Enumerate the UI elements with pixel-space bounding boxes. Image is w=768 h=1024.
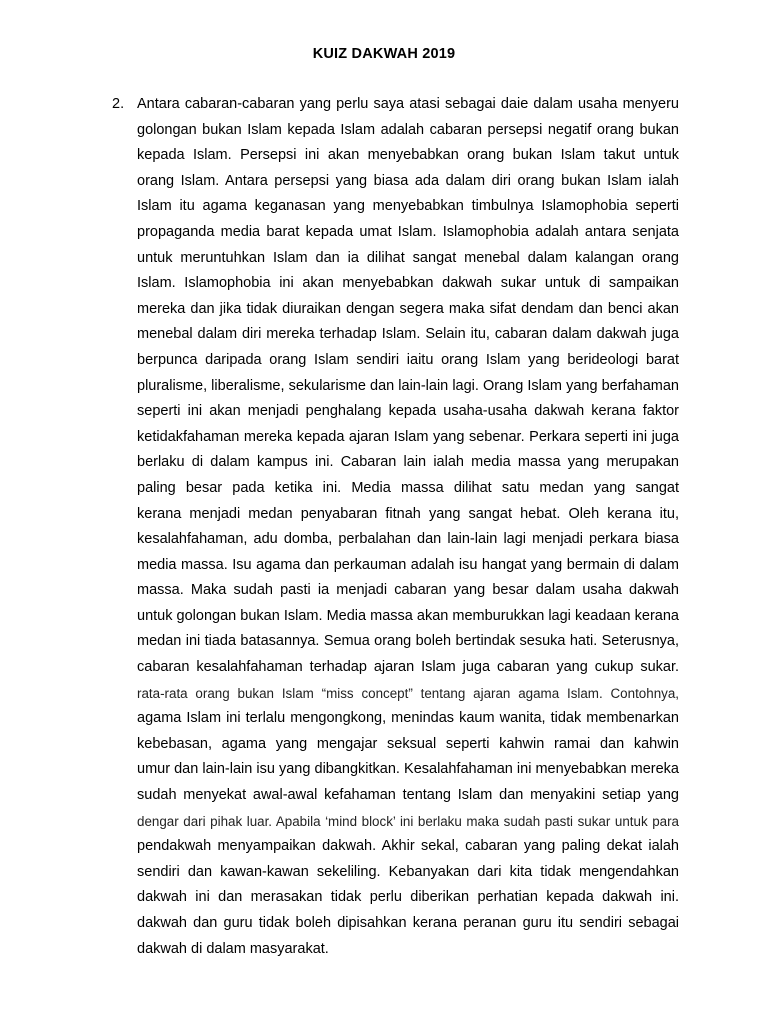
paragraph-line: dakwah di dalam masyarakat. (137, 940, 329, 957)
paragraph-line: pluralisme, liberalisme, sekularisme dan lain-lain lagi. Orang Islam yang berfahaman (137, 377, 679, 394)
paragraph-line: kebebasan, agama yang mengajar seksual seperti kahwin ramai dan kahwin (137, 735, 679, 752)
paragraph-line: sendiri dan kawan-kawan sekeliling. Kebanyakan dari kita tidak mengendahkan (137, 863, 679, 880)
paragraph-line: ketidakfahaman mereka kepada ajaran Islam yang sebenar. Perkara seperti ini juga (137, 428, 679, 445)
paragraph-line: dakwah dan guru tidak boleh dipisahkan kerana peranan guru itu sendiri sebagai (137, 915, 679, 931)
paragraph-line: Islam itu agama keganasan yang menyebabkan timbulnya Islamophobia seperti (137, 198, 679, 215)
paragraph-line: berlaku di dalam kampus ini. Cabaran lain ialah media massa yang merupakan (137, 454, 679, 471)
paragraph-line: kesalahfahaman, adu domba, perbalahan dan lain-lain lagi menjadi perkara biasa (137, 531, 679, 548)
paragraph-line: massa. Maka sudah pasti ia menjadi cabaran yang besar dalam usaha dakwah (137, 582, 679, 599)
paragraph-line: mereka dan jika tidak diuraikan dengan segera maka sifat dendam dan benci akan (137, 300, 679, 317)
paragraph-line: rata-rata orang bukan Islam “miss concept” tentang ajaran agama Islam. Contohnya, (137, 685, 679, 701)
paragraph-line: medan ini tiada batasannya. Semua orang boleh bertindak sesuka hati. Seterusnya, (137, 633, 679, 650)
paragraph-line: cabaran kesalahfahaman terhadap ajaran Islam juga cabaran yang cukup sukar. (137, 659, 679, 676)
paragraph-line: media massa. Isu agama dan perkauman adalah isu hangat yang bermain di dalam (137, 556, 679, 573)
paragraph-line: golongan bukan Islam kepada Islam adalah cabaran persepsi negatif orang bukan (137, 121, 679, 138)
paragraph-line: dakwah ini dan merasakan tidak perlu diberikan perhatian kepada dakwah ini. (137, 889, 679, 906)
paragraph-line: untuk golongan bukan Islam. Media massa akan memburukkan lagi keadaan kerana (137, 607, 679, 624)
paragraph-line: pendakwah menyampaikan dakwah. Akhir sekal, cabaran yang paling dekat ialah (137, 838, 679, 855)
paragraph-line: seperti ini akan menjadi penghalang kepada usaha-usaha dakwah kerana faktor (137, 403, 679, 420)
paragraph-line: menebal dalam diri mereka terhadap Islam. Selain itu, cabaran dalam dakwah juga (137, 326, 679, 343)
paragraph-line: Antara cabaran-cabaran yang perlu saya atasi sebagai daie dalam usaha menyeru (137, 96, 679, 112)
paragraph-line: untuk meruntuhkan Islam dan ia dilihat sangat menebal dalam kalangan orang (137, 249, 679, 266)
paragraph-line: orang Islam. Antara persepsi yang biasa ada dalam diri orang bukan Islam ialah (137, 172, 679, 189)
paragraph-line: berpunca daripada orang Islam sendiri iaitu orang Islam yang berideologi barat (137, 351, 679, 368)
paragraph-line: kepada Islam. Persepsi ini akan menyebabkan orang bukan Islam takut untuk (137, 147, 679, 164)
paragraph-line: propaganda media barat kepada umat Islam. Islamophobia adalah antara senjata (137, 223, 679, 240)
list-item-number: 2. (112, 96, 125, 112)
paragraph-line: agama Islam ini terlalu mengongkong, menindas kaum wanita, tidak membenarkan (137, 710, 679, 727)
document-title: KUIZ DAKWAH 2019 (312, 46, 456, 62)
paragraph-line: dengar dari pihak luar. Apabila ‘mind block’ ini berlaku maka sudah pasti sukar untuk para (137, 813, 679, 829)
answer-paragraph (137, 92, 679, 962)
paragraph-line: umur dan lain-lain isu yang dibangkitkan. Kesalahfahaman ini menyebabkan mereka (137, 761, 679, 778)
paragraph-line: sudah menyekat awal-awal kefahaman tentang Islam dan menyakini setiap yang (137, 787, 679, 804)
paragraph-line: kerana menjadi medan penyabaran fitnah yang sangat hebat. Oleh kerana itu, (137, 505, 679, 522)
paragraph-line: Islam. Islamophobia ini akan menyebabkan dakwah sukar untuk di sampaikan (137, 275, 679, 292)
paragraph-line: paling besar pada ketika ini. Media massa dilihat satu medan yang sangat (137, 479, 679, 496)
